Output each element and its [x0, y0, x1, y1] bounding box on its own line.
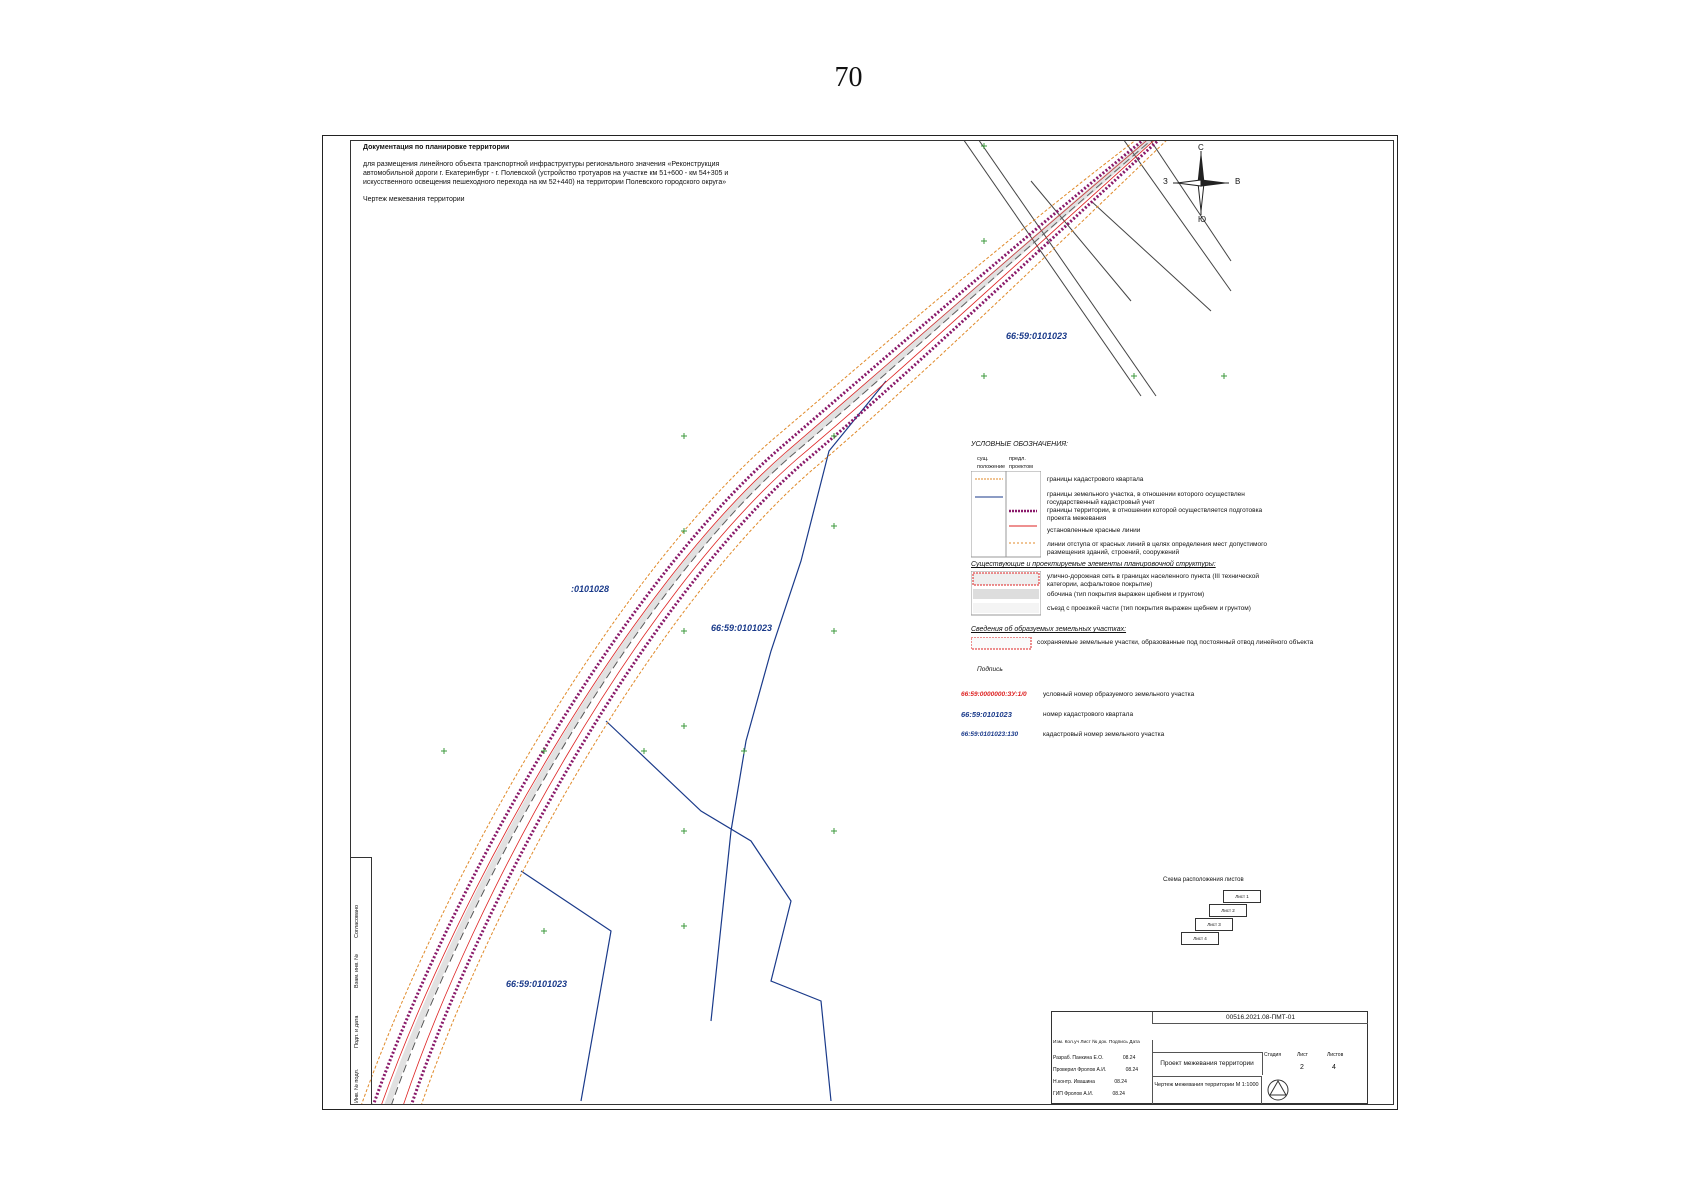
scheme-title: Схема расположения листов: [1163, 877, 1244, 883]
stamp-drawing: Чертеж межевания территории М 1:1000: [1152, 1076, 1262, 1104]
legend-structure: обочина (тип покрытия выражен щебнем и грунтом): [1047, 591, 1205, 598]
stamp-person: Фролов А.И.: [1077, 1067, 1107, 1073]
legend-item: границы кадастрового квартала: [1047, 476, 1144, 483]
side-approval-table: [350, 857, 372, 1105]
legend-plot: сохраняемые земельные участки, образованные под постоянный отвод линейного объекта: [1037, 639, 1314, 646]
compass-east: В: [1235, 177, 1241, 186]
stamp-row: [1053, 1076, 1138, 1088]
legend-item: установленные красные линии: [1047, 527, 1141, 534]
compass-west: З: [1163, 177, 1168, 186]
stamp-sheets-label: Листов: [1327, 1052, 1344, 1058]
stamp-col: № док.: [1092, 1040, 1108, 1045]
scheme-sheet: Лист 2: [1209, 904, 1247, 917]
header-line5: Чертеж межевания территории: [363, 196, 465, 203]
legend-title: УСЛОВНЫЕ ОБОЗНАЧЕНИЯ:: [971, 441, 1068, 448]
stamp-col: Изм.: [1053, 1040, 1064, 1045]
grid-crosses: [441, 143, 1227, 934]
stamp-date: 08.24: [1122, 1055, 1136, 1061]
stamp-rows: [1053, 1052, 1138, 1100]
stamp-col: Лист: [1080, 1040, 1091, 1045]
title-block: [1051, 1011, 1368, 1104]
header-line1: Документация по планировке территории: [363, 144, 510, 151]
stamp-col-header: [1053, 1040, 1140, 1045]
legend-plot-swatch: [971, 637, 1033, 651]
header-line3: автомобильной дороги г. Екатеринбург - г. Полевской (устройство тротуаров на участке км 51+600 - км 54+305 и: [363, 170, 729, 177]
scheme-sheet: Лист 1: [1223, 890, 1261, 903]
caption-text: номер кадастрового квартала: [1043, 711, 1134, 718]
legend-col-existing: сущ. положение: [977, 456, 1006, 470]
legend-structure: улично-дорожная сеть в границах населенного пункта (III технической категории, асфальтовое покрытие): [1047, 573, 1259, 588]
caption-sample: 66:59:0101023:130: [961, 731, 1019, 738]
company-logo-icon: [1266, 1078, 1290, 1102]
stamp-row: [1053, 1052, 1138, 1064]
north-arrow-icon: [1173, 151, 1229, 215]
drawing-sheet: [350, 140, 1394, 1105]
page-number: 70: [834, 62, 863, 93]
legend-item: линии отступа от красных линий в целях определения мест допустимого размещения зданий, строений, сооружений: [1047, 541, 1267, 556]
legend-item: границы земельного участка, в отношении которого осуществлен государственный кадастровый учет: [1047, 491, 1245, 506]
legend-structure: съезд с проезжей части (тип покрытия выражен щебнем и грунтом): [1047, 605, 1251, 612]
stamp-role: ГИП: [1053, 1091, 1063, 1097]
legend-swatches: [971, 471, 1041, 571]
stamp-sheets-total: 4: [1332, 1064, 1336, 1071]
stamp-row: [1053, 1088, 1138, 1100]
compass-north: С: [1198, 143, 1204, 152]
legend-structure-swatches: [971, 571, 1041, 619]
side-label: Подп. и дата: [354, 1015, 360, 1048]
header-line4: искусственного освещения пешеходного перехода на км 52+440) на территории Полевского городского округа»: [363, 179, 727, 186]
stamp-role: Разраб.: [1053, 1055, 1072, 1061]
quarter-label: 66:59:0101023: [506, 979, 568, 989]
stamp-col: Подпись: [1108, 1040, 1128, 1045]
caption-text: условный номер образуемого земельного участка: [1043, 691, 1195, 698]
stamp-col: Кол.уч: [1064, 1040, 1080, 1045]
stamp-col: Дата: [1129, 1040, 1140, 1045]
stamp-person: Панкина Е.О.: [1072, 1055, 1104, 1061]
side-label: Согласовано: [354, 904, 360, 938]
stamp-person: Фролов А.И.: [1064, 1091, 1094, 1097]
stamp-role: Проверил: [1053, 1067, 1077, 1073]
stamp-signatures: [1052, 1040, 1153, 1104]
compass-south: Ю: [1198, 215, 1207, 224]
legend-plots-title: Сведения об образуемых земельных участках:: [971, 626, 1127, 633]
side-label: Взам. инв. №: [354, 953, 360, 988]
stamp-stage-label: Стадия: [1264, 1052, 1282, 1058]
stamp-code: 00516.2021.08-ПМТ-01: [1152, 1012, 1368, 1024]
stamp-date: 08.24: [1114, 1079, 1127, 1085]
stamp-row: [1053, 1064, 1138, 1076]
caption-sample: 66:59:0000000:ЗУ:1/0: [961, 691, 1027, 698]
scheme-sheet: Лист 3: [1195, 918, 1233, 931]
legend-col-proposed: предл. проектом: [1009, 456, 1033, 470]
stamp-sheet-number: 2: [1300, 1064, 1304, 1071]
sheet-layout-scheme: [1163, 876, 1271, 966]
quarter-label: 66:59:0101023: [1006, 331, 1068, 341]
quarter-label: 66:59:0101023: [711, 623, 773, 633]
stamp-person: Ивашина: [1073, 1079, 1095, 1085]
stamp-sheet-label: Лист: [1297, 1052, 1308, 1058]
legend-item: границы территории, в отношении которой осуществляется подготовка проекта межевания: [1047, 507, 1263, 522]
scheme-sheet: Лист 4: [1181, 932, 1219, 945]
header-line2: для размещения линейного объекта транспортной инфраструктуры регионального значения «Реконструкция: [363, 161, 720, 168]
stamp-date: 08.24: [1125, 1067, 1139, 1073]
stamp-date: 08.24: [1112, 1091, 1125, 1097]
caption-sample: 66:59:0101023: [961, 710, 1012, 719]
legend-structures-title: Существующие и проектируемые элементы планировочной структуры:: [971, 561, 1216, 568]
quarter-label: :0101028: [571, 584, 610, 594]
caption-text: кадастровый номер земельного участка: [1043, 731, 1165, 738]
side-label: Инв. № подл.: [354, 1068, 360, 1103]
legend-captions-title: Подпись: [977, 666, 1003, 673]
document-header: [363, 143, 803, 204]
stamp-role: Н.контр.: [1053, 1079, 1073, 1085]
stamp-title: Проект межевания территории: [1152, 1052, 1263, 1075]
